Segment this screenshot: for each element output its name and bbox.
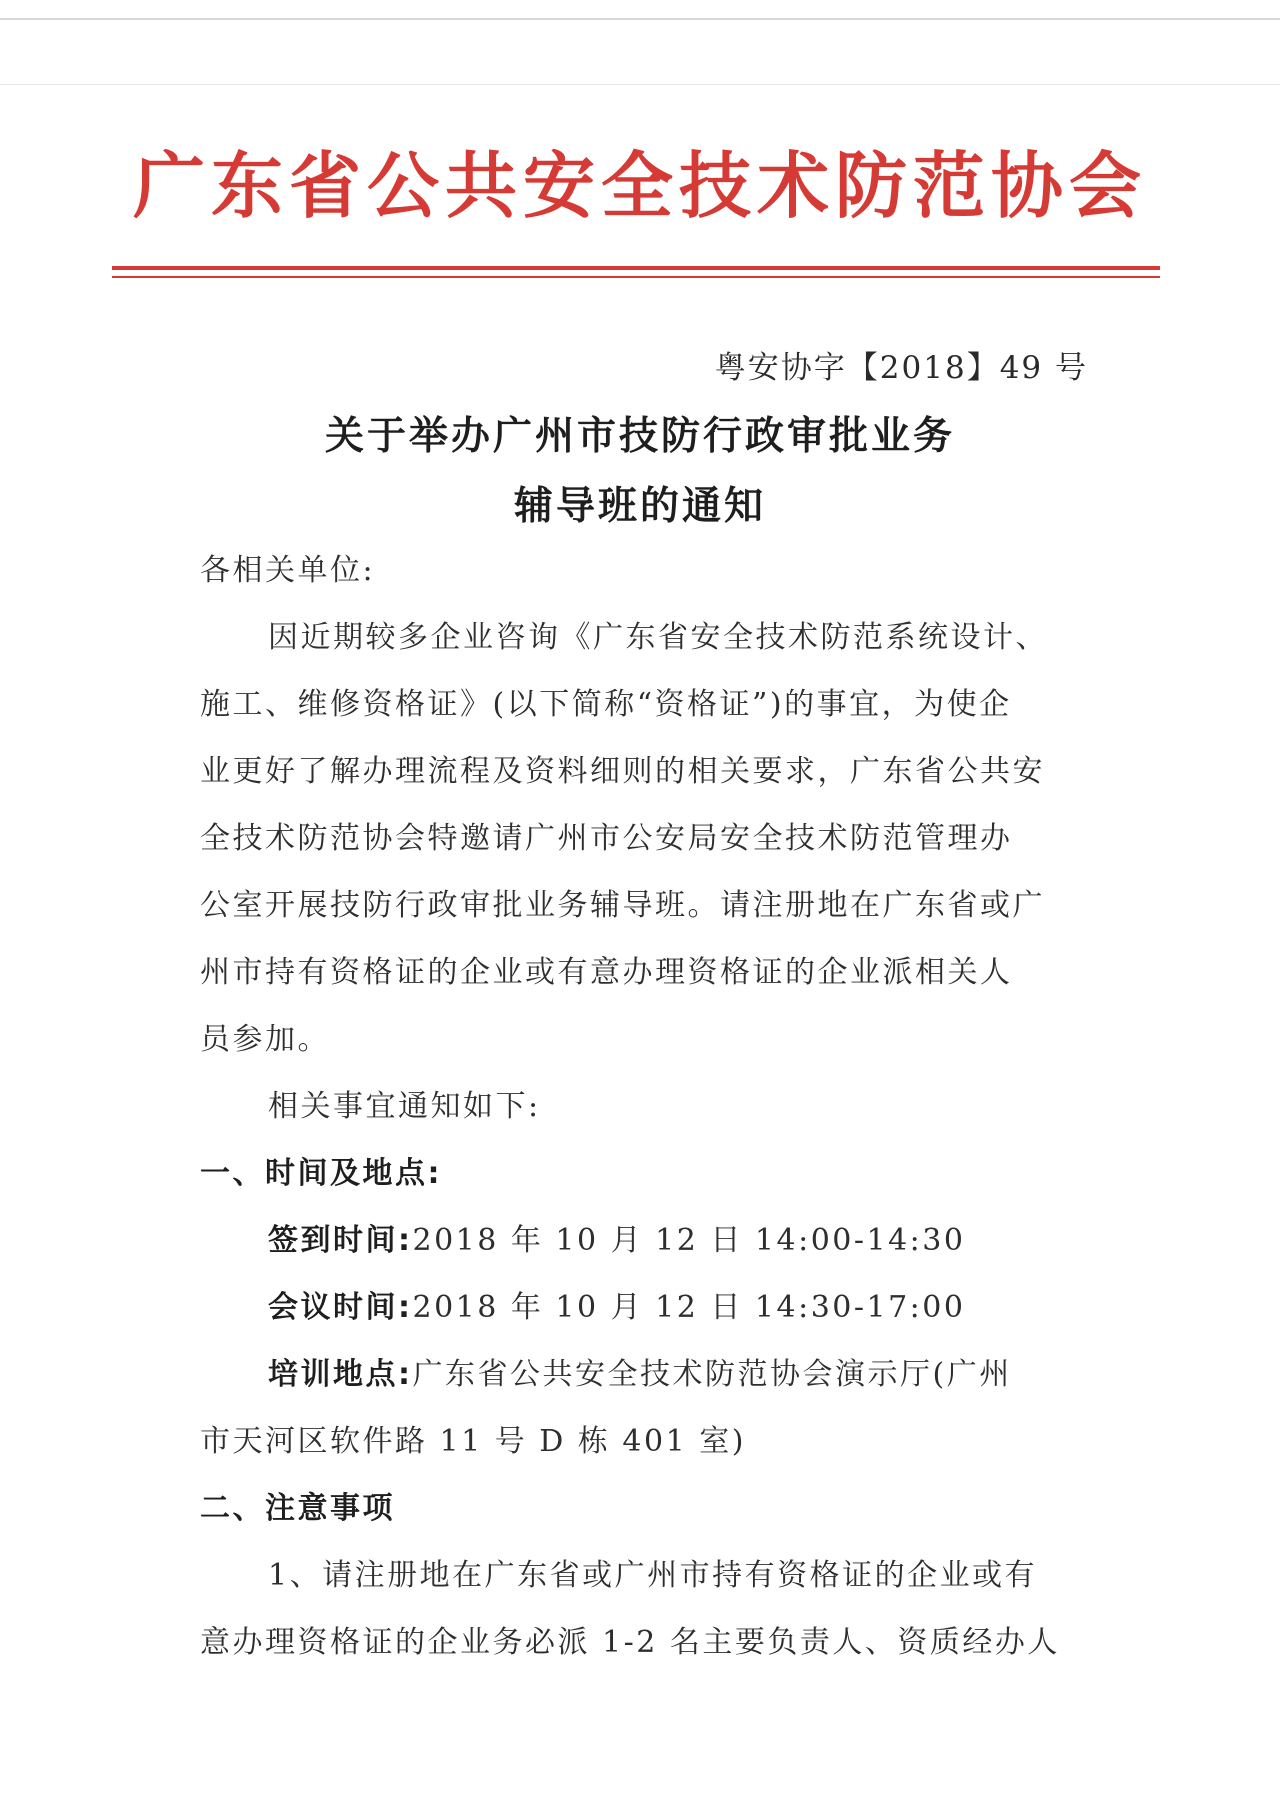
paragraph-line: 公室开展技防行政审批业务辅导班。请注册地在广东省或广 [200, 888, 1045, 923]
signin-time-label: 签到时间: [268, 1223, 413, 1258]
signin-time-row [268, 1215, 1158, 1259]
signin-time-value: 2018 年 10 月 12 日 14:00-14:30 [412, 1223, 966, 1258]
paragraph-line: 全技术防范协会特邀请广州市公安局安全技术防范管理办 [200, 821, 1013, 856]
meeting-time-row [268, 1282, 1158, 1326]
meeting-time-label: 会议时间: [268, 1290, 413, 1325]
document-number: 粤安协字【2018】49 号 [714, 350, 1088, 386]
venue-value: 广东省公共安全技术防范协会演示厅(广州 [412, 1357, 1012, 1392]
venue-row [268, 1349, 1158, 1393]
item-line: 意办理资格证的企业务必派 1-2 名主要负责人、资质经办人 [200, 1625, 1060, 1660]
document-title-line-1: 关于举办广州市技防行政审批业务 [324, 414, 955, 459]
letterhead-red-rule-thin [112, 276, 1160, 278]
salutation: 各相关单位: [200, 553, 376, 588]
letterhead-org-name: 广东省公共安全技术防范协会 [132, 143, 1147, 228]
paragraph-line: 业更好了解办理流程及资料细则的相关要求，广东省公共安 [200, 754, 1045, 789]
section-heading-1: 一、时间及地点: [200, 1156, 442, 1191]
paragraph-line: 因近期较多企业咨询《广东省安全技术防范系统设计、 [268, 620, 1048, 655]
scan-edge-top [0, 18, 1280, 20]
paragraph-line: 州市持有资格证的企业或有意办理资格证的企业派相关人 [200, 955, 1013, 990]
venue-label: 培训地点: [268, 1357, 413, 1392]
paragraph-intro: 相关事宜通知如下: [268, 1089, 541, 1124]
letterhead-red-rule [112, 266, 1160, 270]
paragraph-line: 员参加。 [200, 1022, 330, 1057]
meeting-time-value: 2018 年 10 月 12 日 14:30-17:00 [412, 1290, 966, 1325]
section-heading-2: 二、注意事项 [200, 1491, 395, 1526]
document-title-line-2: 辅导班的通知 [513, 484, 766, 529]
item-line: 1、请注册地在广东省或广州市持有资格证的企业或有 [268, 1558, 1038, 1593]
venue-value-continued: 市天河区软件路 11 号 D 栋 401 室) [200, 1424, 746, 1459]
scan-edge-line [0, 84, 1280, 85]
paragraph-line: 施工、维修资格证》(以下简称“资格证”)的事宜，为使企 [200, 687, 1012, 722]
